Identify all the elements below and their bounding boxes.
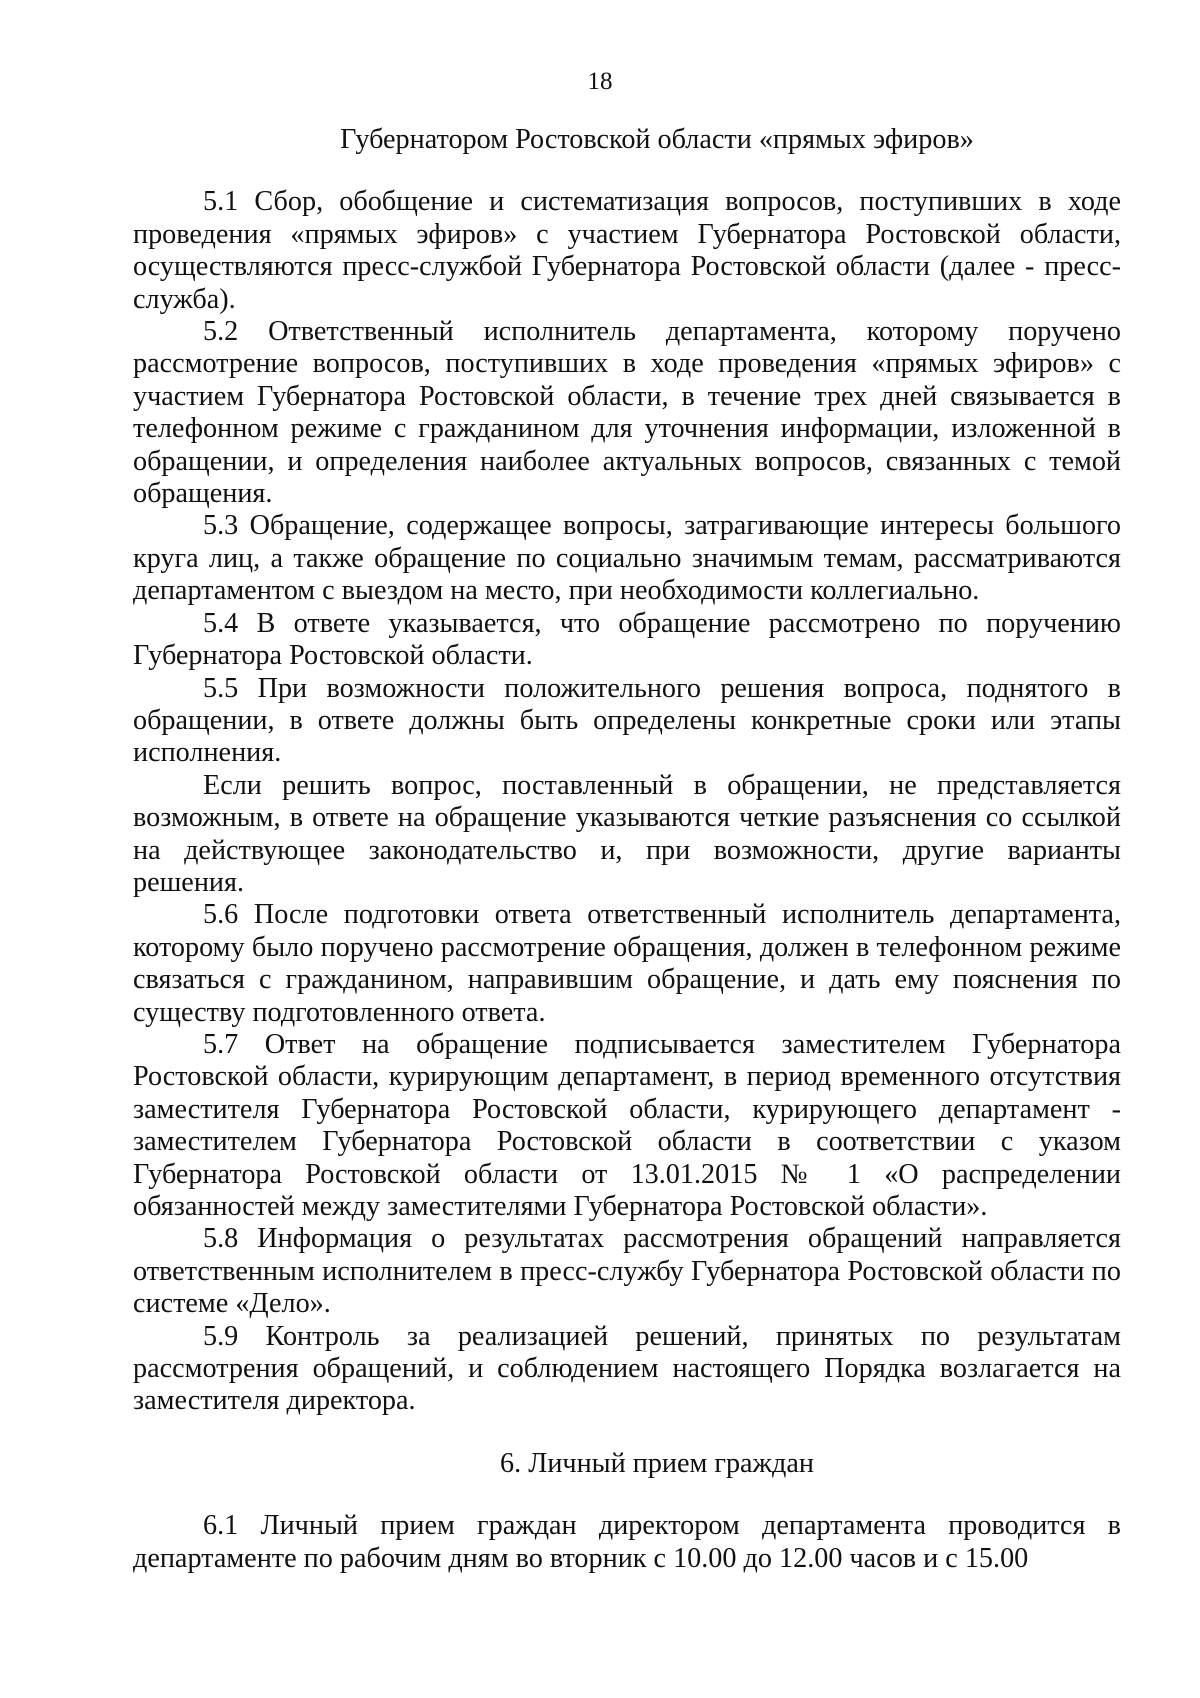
paragraph-5-9: 5.9 Контроль за реализацией решений, принятых по результатам рассмотрения обращений, и соблюдением настоящего Порядка возлагается на заместителя директора. (133, 1320, 1121, 1417)
paragraph-5-2: 5.2 Ответственный исполнитель департамента, которому поручено рассмотрение вопросов, поступивших в ходе проведения «прямых эфиров» с участием Губернатора Ростовской области, в течение трех дней связывается в телефонном режиме с гражданином для уточнения информации, изложенной в обращении, и определения наиболее актуальных вопросов, связанных с темой обращения. (133, 316, 1121, 510)
paragraph-5-7: 5.7 Ответ на обращение подписывается заместителем Губернатора Ростовской области, курирующим департамент, в период временного отсутствия заместителя Губернатора Ростовской области, курирующего департамент - заместителем Губернатора Ростовской области в соответствии с указом Губернатора Ростовской области от 13.01.2015 № 1 «О распределении обязанностей между заместителями Губернатора Ростовской области». (133, 1028, 1121, 1222)
paragraph-5-8: 5.8 Информация о результатах рассмотрения обращений направляется ответственным исполнителем в пресс-службу Губернатора Ростовской области по системе «Дело». (133, 1223, 1121, 1320)
paragraph-6-1: 6.1 Личный прием граждан директором департамента проводится в департаменте по рабочим дням во вторник с 10.00 до 12.00 часов и с 15.00 (133, 1510, 1121, 1574)
section-heading-continuation: Губернатором Ростовской области «прямых эфиров» (340, 124, 974, 155)
page-number: 18 (587, 68, 613, 95)
paragraph-5-5: 5.5 При возможности положительного решения вопроса, поднятого в обращении, в ответе должны быть определены конкретные сроки или этапы исполнения. (133, 672, 1121, 769)
paragraph-5-1: 5.1 Сбор, обобщение и систематизация вопросов, поступивших в ходе проведения «прямых эфиров» с участием Губернатора Ростовской области, осуществляются пресс-службой Губернатора Ростовской области (далее - пресс-служба). (133, 186, 1121, 315)
paragraph-5-5-continued: Если решить вопрос, поставленный в обращении, не представляется возможным, в ответе на обращение указываются четкие разъяснения со ссылкой на действующее законодательство и, при возможности, другие варианты решения. (133, 769, 1121, 898)
paragraph-5-4: 5.4 В ответе указывается, что обращение рассмотрено по поручению Губернатора Ростовской области. (133, 607, 1121, 672)
section-6-title: 6. Личный прием граждан (500, 1447, 814, 1479)
paragraph-5-6: 5.6 После подготовки ответа ответственный исполнитель департамента, которому было поручено рассмотрение обращения, должен в телефонном режиме связаться с гражданином, направившим обращение, и дать ему пояснения по существу подготовленного ответа. (133, 899, 1121, 1028)
page-content (133, 124, 1121, 1575)
paragraph-5-3: 5.3 Обращение, содержащее вопросы, затрагивающие интересы большого круга лиц, а также обращение по социально значимым темам, рассматриваются департаментом с выездом на место, при необходимости коллегиально. (133, 510, 1121, 607)
